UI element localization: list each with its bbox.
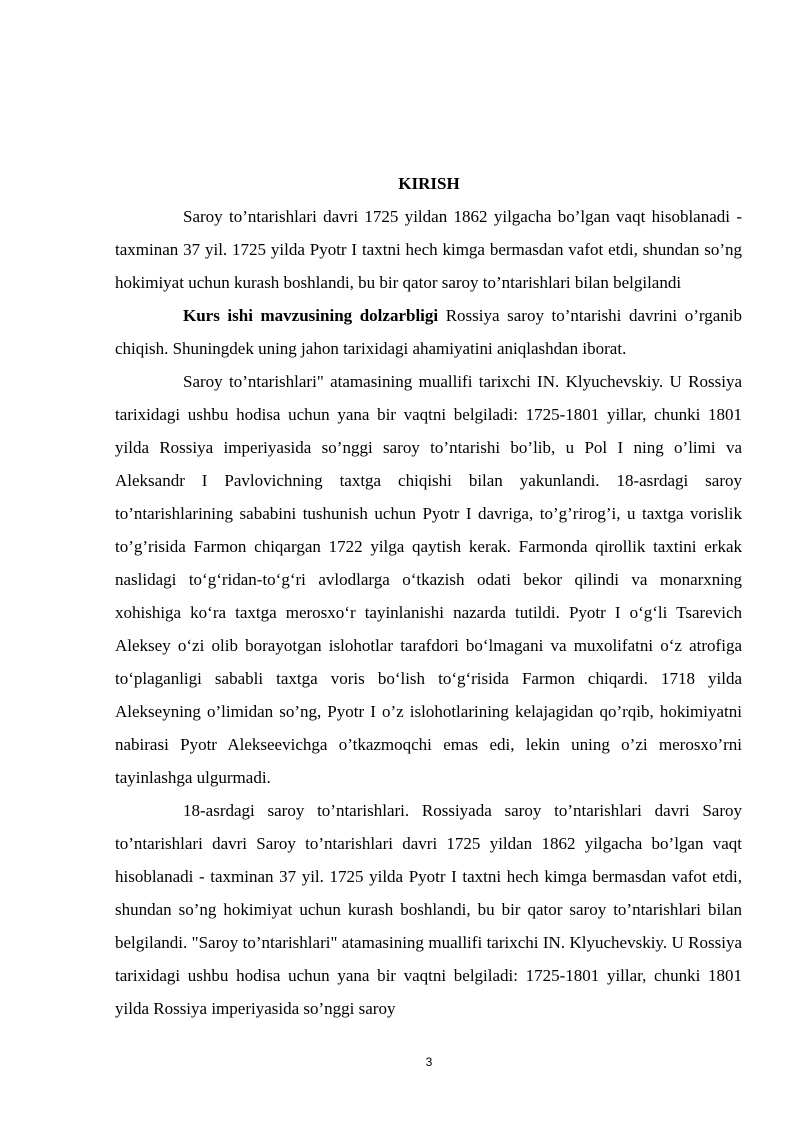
page-number: 3 — [425, 1055, 433, 1069]
paragraph-relevance — [115, 299, 742, 365]
section-heading: KIRISH — [398, 174, 460, 193]
paragraph-text: 18-asrdagi saroy to’ntarishlari. Rossiyada saroy to’ntarishlari davri Saroy to’ntarishlari davri Saroy to’ntarishlari davri 1725 yildan 1862 yilgacha bo’lgan vaqt hisoblanadi - taxminan 37 yil. 1725 yilda Pyotr I taxtni hech kimga bermasdan vafot etdi, shundan so’ng hokimiyat uchun kurash boshlandi, bu bir qator saroy to’ntarishlari bilan belgilandi. "Saroy to’ntarishlari" atamasining muallifi tarixchi IN. Klyuchevskiy. U Rossiya tarixidagi ushbu hodisa uchun yana bir vaqtni belgiladi: 1725-1801 yillar, chunki 1801 yilda Rossiya imperiyasida so’nggi saroy — [115, 801, 742, 1018]
paragraph-text: Rossiya saroy to’ntarishi davrini o’rganib chiqish. Shuningdek uning jahon tarixidagi ahamiyatini aniqlashdan iborat. — [115, 306, 742, 358]
paragraph-intro — [115, 200, 742, 299]
paragraph-text: Saroy to’ntarishlari davri 1725 yildan 1862 yilgacha bo’lgan vaqt hisoblanadi - taxminan 37 yil. 1725 yilda Pyotr I taxtni hech kimga bermasdan vafot etdi, shundan so’ng hokimiyat uchun kurash boshlandi, bu bir qator saroy to’ntarishlari bilan belgilandi — [115, 207, 742, 292]
paragraph-bold-lead: Kurs ishi mavzusining dolzarbligi — [183, 306, 439, 325]
paragraph-text: Saroy to’ntarishlari" atamasining muallifi tarixchi IN. Klyuchevskiy. U Rossiya tarixidagi ushbu hodisa uchun yana bir vaqtni belgiladi: 1725-1801 yillar, chunki 1801 yilda Rossiya imperiyasida so’nggi saroy to’ntarishi bo’lib, u Pol I ning o’limi va Aleksandr I Pavlovichning taxtga chiqishi bilan yakunlandi. 18-asrdagi saroy to’ntarishlarining sababini tushunish uchun Pyotr I davriga, to’g’rirog’i, u taxtga vorislik to’g’risida Farmon chiqargan 1722 yilga qaytish kerak. Farmonda qirollik taxtini erkak naslidagi to‘g‘ridan-to‘g‘ri avlodlarga o‘tkazish odati bekor qilindi va monarxning xohishiga ko‘ra taxtga merosxo‘r tayinlanishi nazarda tutildi. Pyotr I o‘g‘li Tsarevich Aleksey o‘zi olib borayotgan islohotlar tarafdori bo‘lmagani va muxolifatni o‘z atrofiga to‘plaganligi sababli taxtga voris bo‘lish to‘g‘risida Farmon chiqardi. 1718 yilda Alekseyning o’limidan so’ng, Pyotr I o’z islohotlarining kelajagidan qo’rqib, hokimiyatni nabirasi Pyotr Alekseevichga o’tkazmoqchi emas edi, lekin uning o’zi merosxo’rni tayinlashga ulgurmadi. — [115, 372, 742, 787]
paragraph-klyuchevskiy — [115, 365, 742, 794]
body-text — [115, 200, 742, 1025]
paragraph-18th-century — [115, 794, 742, 1025]
